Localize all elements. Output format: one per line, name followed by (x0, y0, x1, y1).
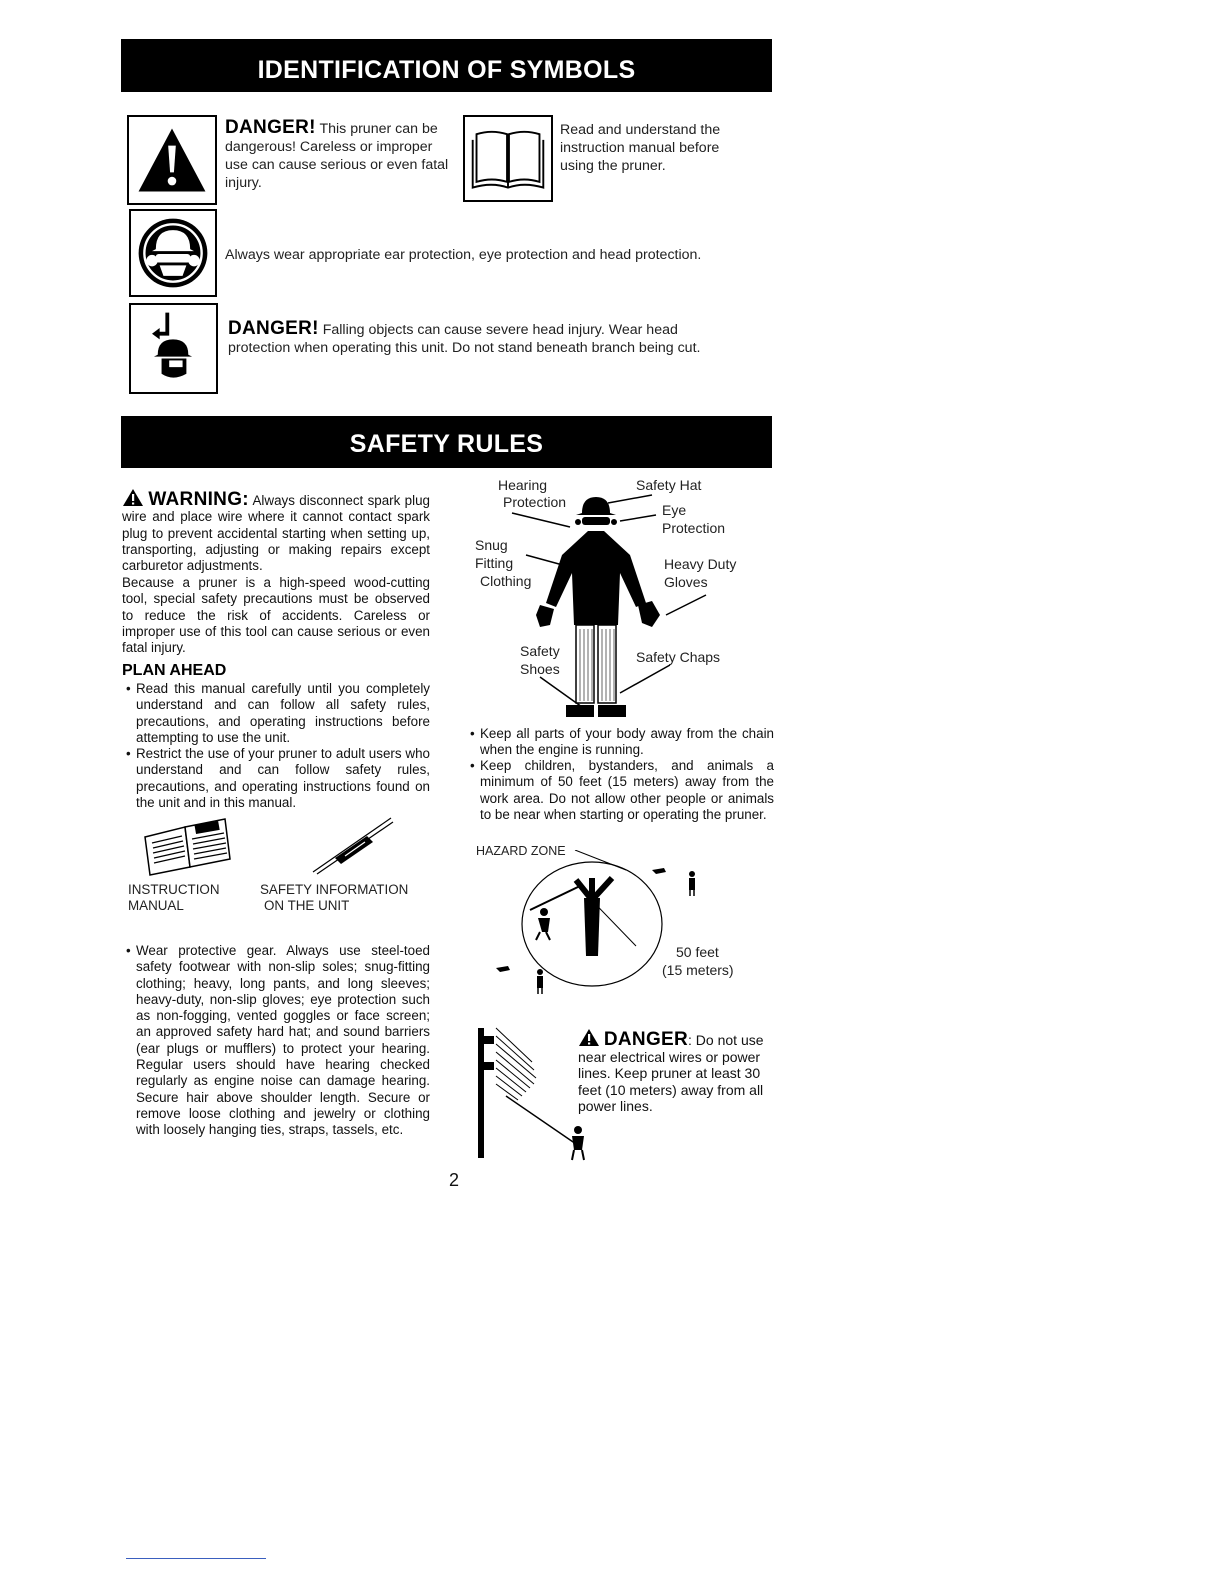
label-gloves: Gloves (664, 574, 708, 590)
instruction-manual-drawing (140, 815, 235, 877)
label-manual: MANUAL (128, 898, 184, 913)
plan-ahead-heading: PLAN AHEAD (122, 662, 227, 679)
falling-object-icon (129, 303, 218, 394)
label-shoes: Shoes (520, 661, 560, 677)
bullet-keep-children-away: • Keep children, bystanders, and animals a minimum of 50 feet (15 meters) away from the work area. Do not allow other people or animals to be near when starting or operating the pruner. (466, 758, 774, 823)
danger1-block (225, 119, 450, 192)
page-number: 2 (449, 1170, 460, 1190)
label-safety: Safety (520, 643, 560, 659)
danger2-block (228, 320, 738, 357)
danger1-word: DANGER! (225, 117, 316, 138)
label-fitting: Fitting (475, 555, 514, 571)
danger-triangle-icon (578, 1028, 600, 1047)
label-hearing-protection: Protection (503, 494, 567, 510)
label-clothing: Clothing (480, 573, 532, 589)
label-safety-information: SAFETY INFORMATION (260, 882, 409, 897)
label-15-meters: (15 meters) (662, 962, 734, 978)
danger2-text: Falling objects can cause severe head injury. Wear head protection when operating this unit. Do not stand beneath branch being cut. (228, 322, 701, 356)
symbols-banner: IDENTIFICATION OF SYMBOLS (121, 39, 772, 92)
footer-rule (126, 1558, 266, 1559)
label-hearing: Hearing (498, 477, 548, 493)
bullet-wear-gear: • Wear protective gear. Always use steel-toed safety footwear with non-slip soles; snug-fitting clothing; heavy, long pants, and long sleeves; heavy-duty, non-slip gloves; eye protection such as non-fogging, vented goggles or face screen; an approved safety hard hat; and sound barriers (ear plugs or mufflers) to protect your hearing. Regular users should have hearing checked regularly as engine noise can damage hearing. Secure hair above shoulder length. Secure or remove loose clothing and jewelry or clothing with loosely hanging ties, straps, tassels, etc. (122, 943, 430, 1139)
danger1-text: This pruner can be dangerous! Careless or improper use can cause serious or even fatal injury. (225, 121, 449, 191)
warning-text: Always disconnect spark plug wire and place wire where it cannot contact spark plug to prevent accidental starting when setting up, transporting, adjusting or making repairs except carburetor adjustments. (122, 493, 430, 574)
warning-icon (122, 488, 144, 507)
because-text: Because a pruner is a high-speed wood-cutting tool, special safety precautions must be observed to reduce the risk of accidents. Careless or improper use of this tool can cause serious or even fatal injury. (122, 575, 430, 656)
label-instruction: INSTRUCTION (128, 882, 220, 897)
bullet-keep-body-away: • Keep all parts of your body away from the chain when the engine is running. (466, 726, 774, 759)
danger2-word: DANGER! (228, 318, 319, 339)
power-line-danger-word: DANGER (603, 1029, 689, 1050)
protective-gear-figure (470, 475, 770, 725)
label-on-the-unit: ON THE UNIT (264, 898, 350, 913)
safety-banner: SAFETY RULES (121, 416, 772, 468)
bullet-read-manual: • Read this manual carefully until you completely understand and can follow all safety rules, precautions, and operating instructions before attempting to use the unit. (122, 681, 430, 746)
open-book-icon (463, 115, 553, 202)
safety-info-unit-drawing (305, 812, 395, 878)
power-line-danger-text: : Do not use near electrical wires or power lines. Keep pruner at least 30 feet (10 meters) away from all power lines. (578, 1032, 764, 1114)
label-safety-hat: Safety Hat (636, 477, 702, 493)
warning-word: WARNING: (148, 489, 249, 510)
label-heavy-duty: Heavy Duty (664, 556, 737, 572)
manual-text: Read and understand the instruction manual before using the pruner. (560, 122, 721, 174)
label-safety-chaps: Safety Chaps (636, 649, 721, 665)
warning-triangle-icon (127, 115, 217, 205)
ppe-text: Always wear appropriate ear protection, eye protection and head protection. (225, 247, 702, 263)
label-50-feet: 50 feet (676, 944, 719, 960)
label-eye-protection: Protection (662, 520, 726, 536)
bullet-restrict-use: • Restrict the use of your pruner to adult users who understand and can follow safety rules, precautions, and operating instructions found on the unit and in this manual. (122, 746, 430, 811)
power-line-danger-block (578, 1028, 764, 1115)
label-eye: Eye (662, 502, 687, 518)
warning-block (122, 488, 430, 574)
head-protection-icon (129, 209, 217, 297)
label-hazard-zone: HAZARD ZONE (476, 844, 566, 858)
label-snug: Snug (475, 537, 508, 553)
